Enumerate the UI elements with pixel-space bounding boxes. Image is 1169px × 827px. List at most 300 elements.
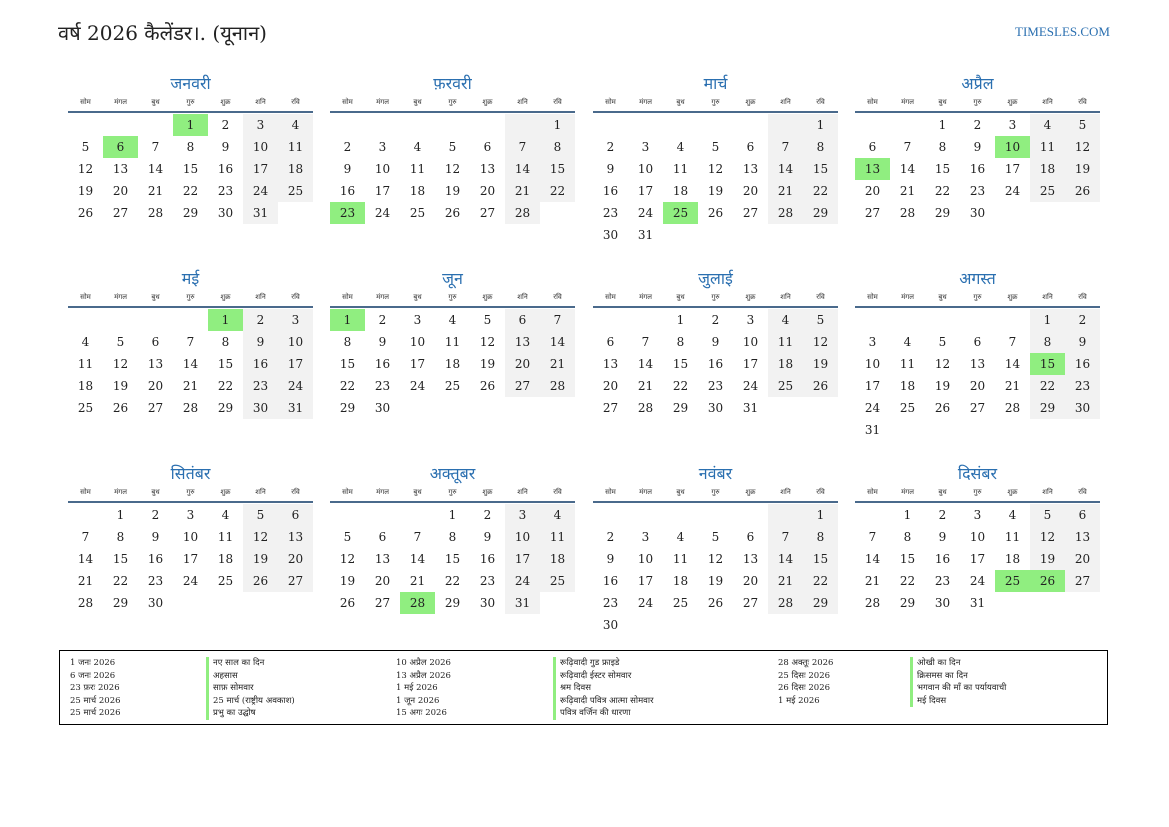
day-cell: 30 xyxy=(969,206,986,220)
empty-cell xyxy=(768,614,803,636)
day-cell: 24 xyxy=(182,574,199,588)
day-cell: 17 xyxy=(182,552,199,566)
day-cell: 21 xyxy=(147,184,164,198)
day-cell: 17 xyxy=(637,184,654,198)
day-cell: 29 xyxy=(444,596,461,610)
month-block xyxy=(68,463,313,614)
empty-cell xyxy=(593,114,628,136)
day-cell: 15 xyxy=(803,548,838,570)
day-cell: 25 xyxy=(663,202,698,224)
month-block xyxy=(855,268,1100,441)
day-cell: 18 xyxy=(217,552,234,566)
weekday-label: शुक्र xyxy=(482,98,493,106)
day-cell: 7 xyxy=(540,309,575,331)
day-cell: 12 xyxy=(1030,526,1065,548)
weekday-label: शनि xyxy=(780,293,791,301)
empty-cell xyxy=(768,224,803,246)
day-cell: 21 xyxy=(182,379,199,393)
day-cell: 5 xyxy=(711,530,720,544)
day-grid xyxy=(330,309,575,419)
weekday-label: शुक्र xyxy=(220,488,231,496)
day-cell: 19 xyxy=(803,353,838,375)
holiday-dates-col-3 xyxy=(778,657,833,707)
day-cell: 1 xyxy=(208,309,243,331)
empty-cell xyxy=(995,419,1030,441)
day-cell: 14 xyxy=(147,162,164,176)
weekday-label: सोम xyxy=(342,293,353,301)
day-cell: 9 xyxy=(711,335,720,349)
day-cell: 18 xyxy=(672,574,689,588)
day-cell: 9 xyxy=(606,162,615,176)
day-cell: 23 xyxy=(1065,375,1100,397)
holiday-date: 23 फ़रः 2026 xyxy=(70,683,120,693)
day-cell: 8 xyxy=(221,335,230,349)
day-cell: 3 xyxy=(505,504,540,526)
day-cell: 4 xyxy=(676,140,685,154)
day-cell: 17 xyxy=(864,379,881,393)
day-cell: 30 xyxy=(602,618,619,632)
weekday-header xyxy=(330,290,575,308)
day-cell: 23 xyxy=(602,206,619,220)
weekday-label: शनि xyxy=(780,98,791,106)
day-cell: 2 xyxy=(151,508,160,522)
day-cell: 27 xyxy=(278,570,313,592)
day-cell: 17 xyxy=(278,353,313,375)
day-cell: 10 xyxy=(374,162,391,176)
empty-cell xyxy=(1030,592,1065,614)
empty-cell xyxy=(400,114,435,136)
day-cell: 19 xyxy=(707,184,724,198)
day-cell: 16 xyxy=(969,162,986,176)
day-cell: 6 xyxy=(378,530,387,544)
day-grid xyxy=(68,309,313,419)
empty-cell xyxy=(173,309,208,331)
day-cell: 1 xyxy=(803,114,838,136)
weekday-header xyxy=(68,95,313,113)
holiday-date: 25 मार्च 2026 xyxy=(70,708,121,718)
day-cell: 10 xyxy=(409,335,426,349)
day-cell: 12 xyxy=(803,331,838,353)
month-name: अगस्त xyxy=(959,269,996,288)
day-cell: 26 xyxy=(707,596,724,610)
weekday-label: सोम xyxy=(605,98,616,106)
day-cell: 27 xyxy=(374,596,391,610)
day-cell: 1 xyxy=(540,114,575,136)
weekday-header xyxy=(855,95,1100,113)
site-link[interactable]: TIMESLES.COM xyxy=(1015,24,1110,39)
day-cell: 8 xyxy=(803,526,838,548)
month-block xyxy=(855,73,1100,224)
day-cell: 14 xyxy=(409,552,426,566)
day-cell: 12 xyxy=(243,526,278,548)
day-grid xyxy=(855,309,1100,441)
day-cell: 18 xyxy=(768,353,803,375)
day-cell: 5 xyxy=(343,530,352,544)
day-cell: 4 xyxy=(540,504,575,526)
day-cell: 15 xyxy=(899,552,916,566)
day-grid xyxy=(855,504,1100,614)
holiday-date: 1 जून 2026 xyxy=(396,695,440,706)
day-cell: 25 xyxy=(995,570,1030,592)
day-cell: 28 xyxy=(505,202,540,224)
day-cell: 10 xyxy=(243,136,278,158)
empty-cell xyxy=(995,309,1030,331)
day-cell: 13 xyxy=(278,526,313,548)
month-block xyxy=(593,268,838,419)
holiday-name: साफ़ सोमवार xyxy=(206,682,295,695)
weekday-label: रवि xyxy=(291,488,300,496)
day-cell: 7 xyxy=(413,530,422,544)
day-cell: 7 xyxy=(81,530,90,544)
holiday-date: 1 मई 2026 xyxy=(778,695,820,706)
day-cell: 19 xyxy=(77,184,94,198)
empty-cell xyxy=(890,419,925,441)
day-cell: 1 xyxy=(938,118,947,132)
day-cell: 21 xyxy=(540,353,575,375)
day-cell: 15 xyxy=(182,162,199,176)
day-cell: 15 xyxy=(217,357,234,371)
weekday-label: बुध xyxy=(938,488,947,496)
empty-cell xyxy=(663,614,698,636)
day-cell: 19 xyxy=(1030,548,1065,570)
weekday-header xyxy=(330,95,575,113)
day-cell: 18 xyxy=(1004,552,1021,566)
empty-cell xyxy=(593,309,628,331)
day-cell: 27 xyxy=(479,206,496,220)
day-cell: 2 xyxy=(483,508,492,522)
empty-cell xyxy=(663,504,698,526)
weekday-label: बुध xyxy=(151,488,160,496)
day-cell: 3 xyxy=(641,140,650,154)
day-cell: 5 xyxy=(116,335,125,349)
day-cell: 8 xyxy=(1030,331,1065,353)
day-cell: 22 xyxy=(899,574,916,588)
day-cell: 25 xyxy=(409,206,426,220)
day-cell: 1 xyxy=(676,313,685,327)
day-cell: 17 xyxy=(374,184,391,198)
empty-cell xyxy=(855,504,890,526)
day-cell: 24 xyxy=(278,375,313,397)
holiday-date: 26 दिसः 2026 xyxy=(778,683,831,693)
day-cell: 20 xyxy=(1065,548,1100,570)
weekday-label: सोम xyxy=(80,293,91,301)
holiday-name: मई दिवस xyxy=(910,695,1006,708)
day-cell: 9 xyxy=(606,552,615,566)
day-cell: 7 xyxy=(768,526,803,548)
day-cell: 13 xyxy=(374,552,391,566)
empty-cell xyxy=(505,114,540,136)
empty-cell xyxy=(435,397,470,419)
day-cell: 2 xyxy=(973,118,982,132)
day-cell: 25 xyxy=(1030,180,1065,202)
empty-cell xyxy=(698,614,733,636)
empty-cell xyxy=(365,504,400,526)
day-cell: 4 xyxy=(768,309,803,331)
day-cell: 4 xyxy=(1008,508,1017,522)
day-cell: 3 xyxy=(1008,118,1017,132)
day-cell: 21 xyxy=(637,379,654,393)
weekday-label: रवि xyxy=(291,293,300,301)
month-name: फ़रवरी xyxy=(433,74,472,93)
day-cell: 22 xyxy=(803,570,838,592)
weekday-label: सोम xyxy=(80,98,91,106)
day-cell: 22 xyxy=(803,180,838,202)
day-cell: 28 xyxy=(768,592,803,614)
day-cell: 10 xyxy=(969,530,986,544)
day-grid xyxy=(593,114,838,246)
day-cell: 10 xyxy=(505,526,540,548)
day-cell: 2 xyxy=(938,508,947,522)
day-cell: 16 xyxy=(934,552,951,566)
day-cell: 7 xyxy=(1008,335,1017,349)
day-cell: 3 xyxy=(868,335,877,349)
empty-cell xyxy=(733,504,768,526)
weekday-label: शनि xyxy=(1042,293,1053,301)
empty-cell xyxy=(733,224,768,246)
day-cell: 4 xyxy=(413,140,422,154)
weekday-label: बुध xyxy=(151,98,160,106)
day-cell: 19 xyxy=(444,184,461,198)
day-cell: 17 xyxy=(243,158,278,180)
day-cell: 30 xyxy=(1065,397,1100,419)
day-cell: 14 xyxy=(768,158,803,180)
weekday-label: शुक्र xyxy=(220,98,231,106)
day-cell: 11 xyxy=(672,552,689,566)
day-cell: 22 xyxy=(672,379,689,393)
empty-cell xyxy=(803,614,838,636)
holiday-names-col-2 xyxy=(553,657,654,720)
day-cell: 26 xyxy=(1065,180,1100,202)
holiday-date: 25 दिसः 2026 xyxy=(778,670,831,681)
month-block xyxy=(330,73,575,224)
day-cell: 31 xyxy=(505,592,540,614)
day-cell: 12 xyxy=(444,162,461,176)
day-cell: 3 xyxy=(278,309,313,331)
day-cell: 13 xyxy=(112,162,129,176)
day-cell: 27 xyxy=(602,401,619,415)
day-cell: 18 xyxy=(77,379,94,393)
day-cell: 13 xyxy=(147,357,164,371)
day-cell: 11 xyxy=(278,136,313,158)
weekday-label: बुध xyxy=(676,293,685,301)
day-cell: 20 xyxy=(147,379,164,393)
day-cell: 4 xyxy=(676,530,685,544)
day-cell: 1 xyxy=(116,508,125,522)
day-cell: 15 xyxy=(1030,353,1065,375)
day-cell: 22 xyxy=(444,574,461,588)
holiday-date: 10 अप्रैल 2026 xyxy=(396,658,451,668)
day-cell: 11 xyxy=(409,162,426,176)
empty-cell xyxy=(400,504,435,526)
holiday-name: अहसास xyxy=(206,670,295,683)
month-name: मई xyxy=(181,269,200,288)
day-cell: 25 xyxy=(540,570,575,592)
day-cell: 10 xyxy=(182,530,199,544)
day-cell: 3 xyxy=(186,508,195,522)
weekday-label: सोम xyxy=(342,488,353,496)
holiday-name: रूढ़िवादी पवित्र आत्मा सोमवार xyxy=(553,695,654,708)
day-cell: 19 xyxy=(339,574,356,588)
day-cell: 7 xyxy=(868,530,877,544)
day-cell: 15 xyxy=(112,552,129,566)
empty-cell xyxy=(733,114,768,136)
day-cell: 11 xyxy=(899,357,916,371)
day-cell: 1 xyxy=(803,504,838,526)
day-cell: 14 xyxy=(77,552,94,566)
day-cell: 31 xyxy=(742,401,759,415)
day-cell: 26 xyxy=(707,206,724,220)
holiday-name: क्रिसमस का दिन xyxy=(910,670,1006,683)
day-cell: 13 xyxy=(505,331,540,353)
day-cell: 4 xyxy=(1030,114,1065,136)
day-cell: 25 xyxy=(278,180,313,202)
day-cell: 19 xyxy=(243,548,278,570)
day-cell: 10 xyxy=(995,136,1030,158)
day-cell: 6 xyxy=(278,504,313,526)
day-cell: 6 xyxy=(606,335,615,349)
empty-cell xyxy=(365,114,400,136)
day-cell: 13 xyxy=(742,552,759,566)
day-cell: 25 xyxy=(444,379,461,393)
day-cell: 4 xyxy=(81,335,90,349)
weekday-label: मंगल xyxy=(114,488,127,496)
weekday-label: मंगल xyxy=(901,293,914,301)
empty-cell xyxy=(278,592,313,614)
weekday-label: गुरु xyxy=(973,98,982,106)
holiday-name: प्रभु का उद्घोष xyxy=(206,707,295,720)
day-cell: 10 xyxy=(278,331,313,353)
day-cell: 16 xyxy=(217,162,234,176)
empty-cell xyxy=(925,309,960,331)
day-cell: 27 xyxy=(112,206,129,220)
weekday-label: रवि xyxy=(816,98,825,106)
day-cell: 11 xyxy=(444,335,461,349)
weekday-label: शनि xyxy=(255,98,266,106)
day-cell: 19 xyxy=(934,379,951,393)
weekday-label: गुरु xyxy=(186,488,195,496)
weekday-label: शनि xyxy=(1042,488,1053,496)
day-cell: 6 xyxy=(103,136,138,158)
day-cell: 30 xyxy=(147,596,164,610)
day-cell: 5 xyxy=(803,309,838,331)
day-cell: 17 xyxy=(505,548,540,570)
day-cell: 18 xyxy=(409,184,426,198)
day-cell: 19 xyxy=(707,574,724,588)
day-cell: 13 xyxy=(742,162,759,176)
holiday-dates-col-2 xyxy=(396,657,451,720)
empty-cell xyxy=(768,504,803,526)
day-cell: 28 xyxy=(864,596,881,610)
day-cell: 6 xyxy=(483,140,492,154)
day-cell: 30 xyxy=(707,401,724,415)
day-cell: 24 xyxy=(505,570,540,592)
weekday-header xyxy=(68,485,313,503)
day-cell: 17 xyxy=(1004,162,1021,176)
day-cell: 1 xyxy=(448,508,457,522)
day-cell: 12 xyxy=(934,357,951,371)
weekday-label: सोम xyxy=(605,293,616,301)
weekday-label: मंगल xyxy=(901,488,914,496)
day-cell: 30 xyxy=(217,206,234,220)
day-cell: 26 xyxy=(243,570,278,592)
weekday-label: रवि xyxy=(1078,98,1087,106)
day-cell: 14 xyxy=(864,552,881,566)
day-cell: 28 xyxy=(899,206,916,220)
day-cell: 15 xyxy=(339,357,356,371)
day-cell: 28 xyxy=(540,375,575,397)
weekday-label: मंगल xyxy=(376,98,389,106)
day-cell: 2 xyxy=(221,118,230,132)
weekday-label: शुक्र xyxy=(745,293,756,301)
month-block xyxy=(330,463,575,614)
weekday-label: गुरु xyxy=(448,488,457,496)
day-cell: 18 xyxy=(1030,158,1065,180)
day-cell: 27 xyxy=(864,206,881,220)
day-cell: 31 xyxy=(278,397,313,419)
empty-cell xyxy=(540,592,575,614)
weekday-label: सोम xyxy=(80,488,91,496)
day-cell: 29 xyxy=(182,206,199,220)
day-cell: 27 xyxy=(742,206,759,220)
day-cell: 13 xyxy=(855,158,890,180)
empty-cell xyxy=(173,592,208,614)
day-cell: 9 xyxy=(151,530,160,544)
month-name: दिसंबर xyxy=(957,464,998,483)
day-cell: 8 xyxy=(448,530,457,544)
day-cell: 12 xyxy=(707,552,724,566)
holiday-name: भगवान की माँ का पर्यायवाची xyxy=(910,682,1006,695)
holiday-date: 15 अगः 2026 xyxy=(396,708,447,718)
empty-cell xyxy=(470,397,505,419)
weekday-label: रवि xyxy=(1078,488,1087,496)
day-cell: 2 xyxy=(606,530,615,544)
day-cell: 7 xyxy=(186,335,195,349)
day-cell: 22 xyxy=(934,184,951,198)
day-cell: 30 xyxy=(934,596,951,610)
empty-cell xyxy=(803,397,838,419)
day-cell: 6 xyxy=(746,140,755,154)
day-cell: 7 xyxy=(641,335,650,349)
day-cell: 14 xyxy=(768,548,803,570)
day-cell: 24 xyxy=(243,180,278,202)
day-cell: 21 xyxy=(768,570,803,592)
day-cell: 3 xyxy=(413,313,422,327)
weekday-label: गुरु xyxy=(711,488,720,496)
day-cell: 27 xyxy=(1065,570,1100,592)
day-cell: 27 xyxy=(147,401,164,415)
empty-cell xyxy=(628,309,663,331)
day-cell: 6 xyxy=(868,140,877,154)
month-name: जून xyxy=(442,269,463,288)
day-cell: 8 xyxy=(116,530,125,544)
weekday-label: मंगल xyxy=(639,293,652,301)
day-cell: 15 xyxy=(540,158,575,180)
weekday-label: रवि xyxy=(291,98,300,106)
day-cell: 19 xyxy=(112,379,129,393)
day-cell: 16 xyxy=(707,357,724,371)
day-cell: 24 xyxy=(374,206,391,220)
day-cell: 12 xyxy=(112,357,129,371)
day-cell: 25 xyxy=(77,401,94,415)
weekday-label: शनि xyxy=(255,488,266,496)
day-cell: 29 xyxy=(899,596,916,610)
day-cell: 12 xyxy=(707,162,724,176)
empty-cell xyxy=(628,614,663,636)
day-cell: 18 xyxy=(899,379,916,393)
weekday-label: मंगल xyxy=(639,98,652,106)
day-cell: 9 xyxy=(243,331,278,353)
day-cell: 27 xyxy=(969,401,986,415)
